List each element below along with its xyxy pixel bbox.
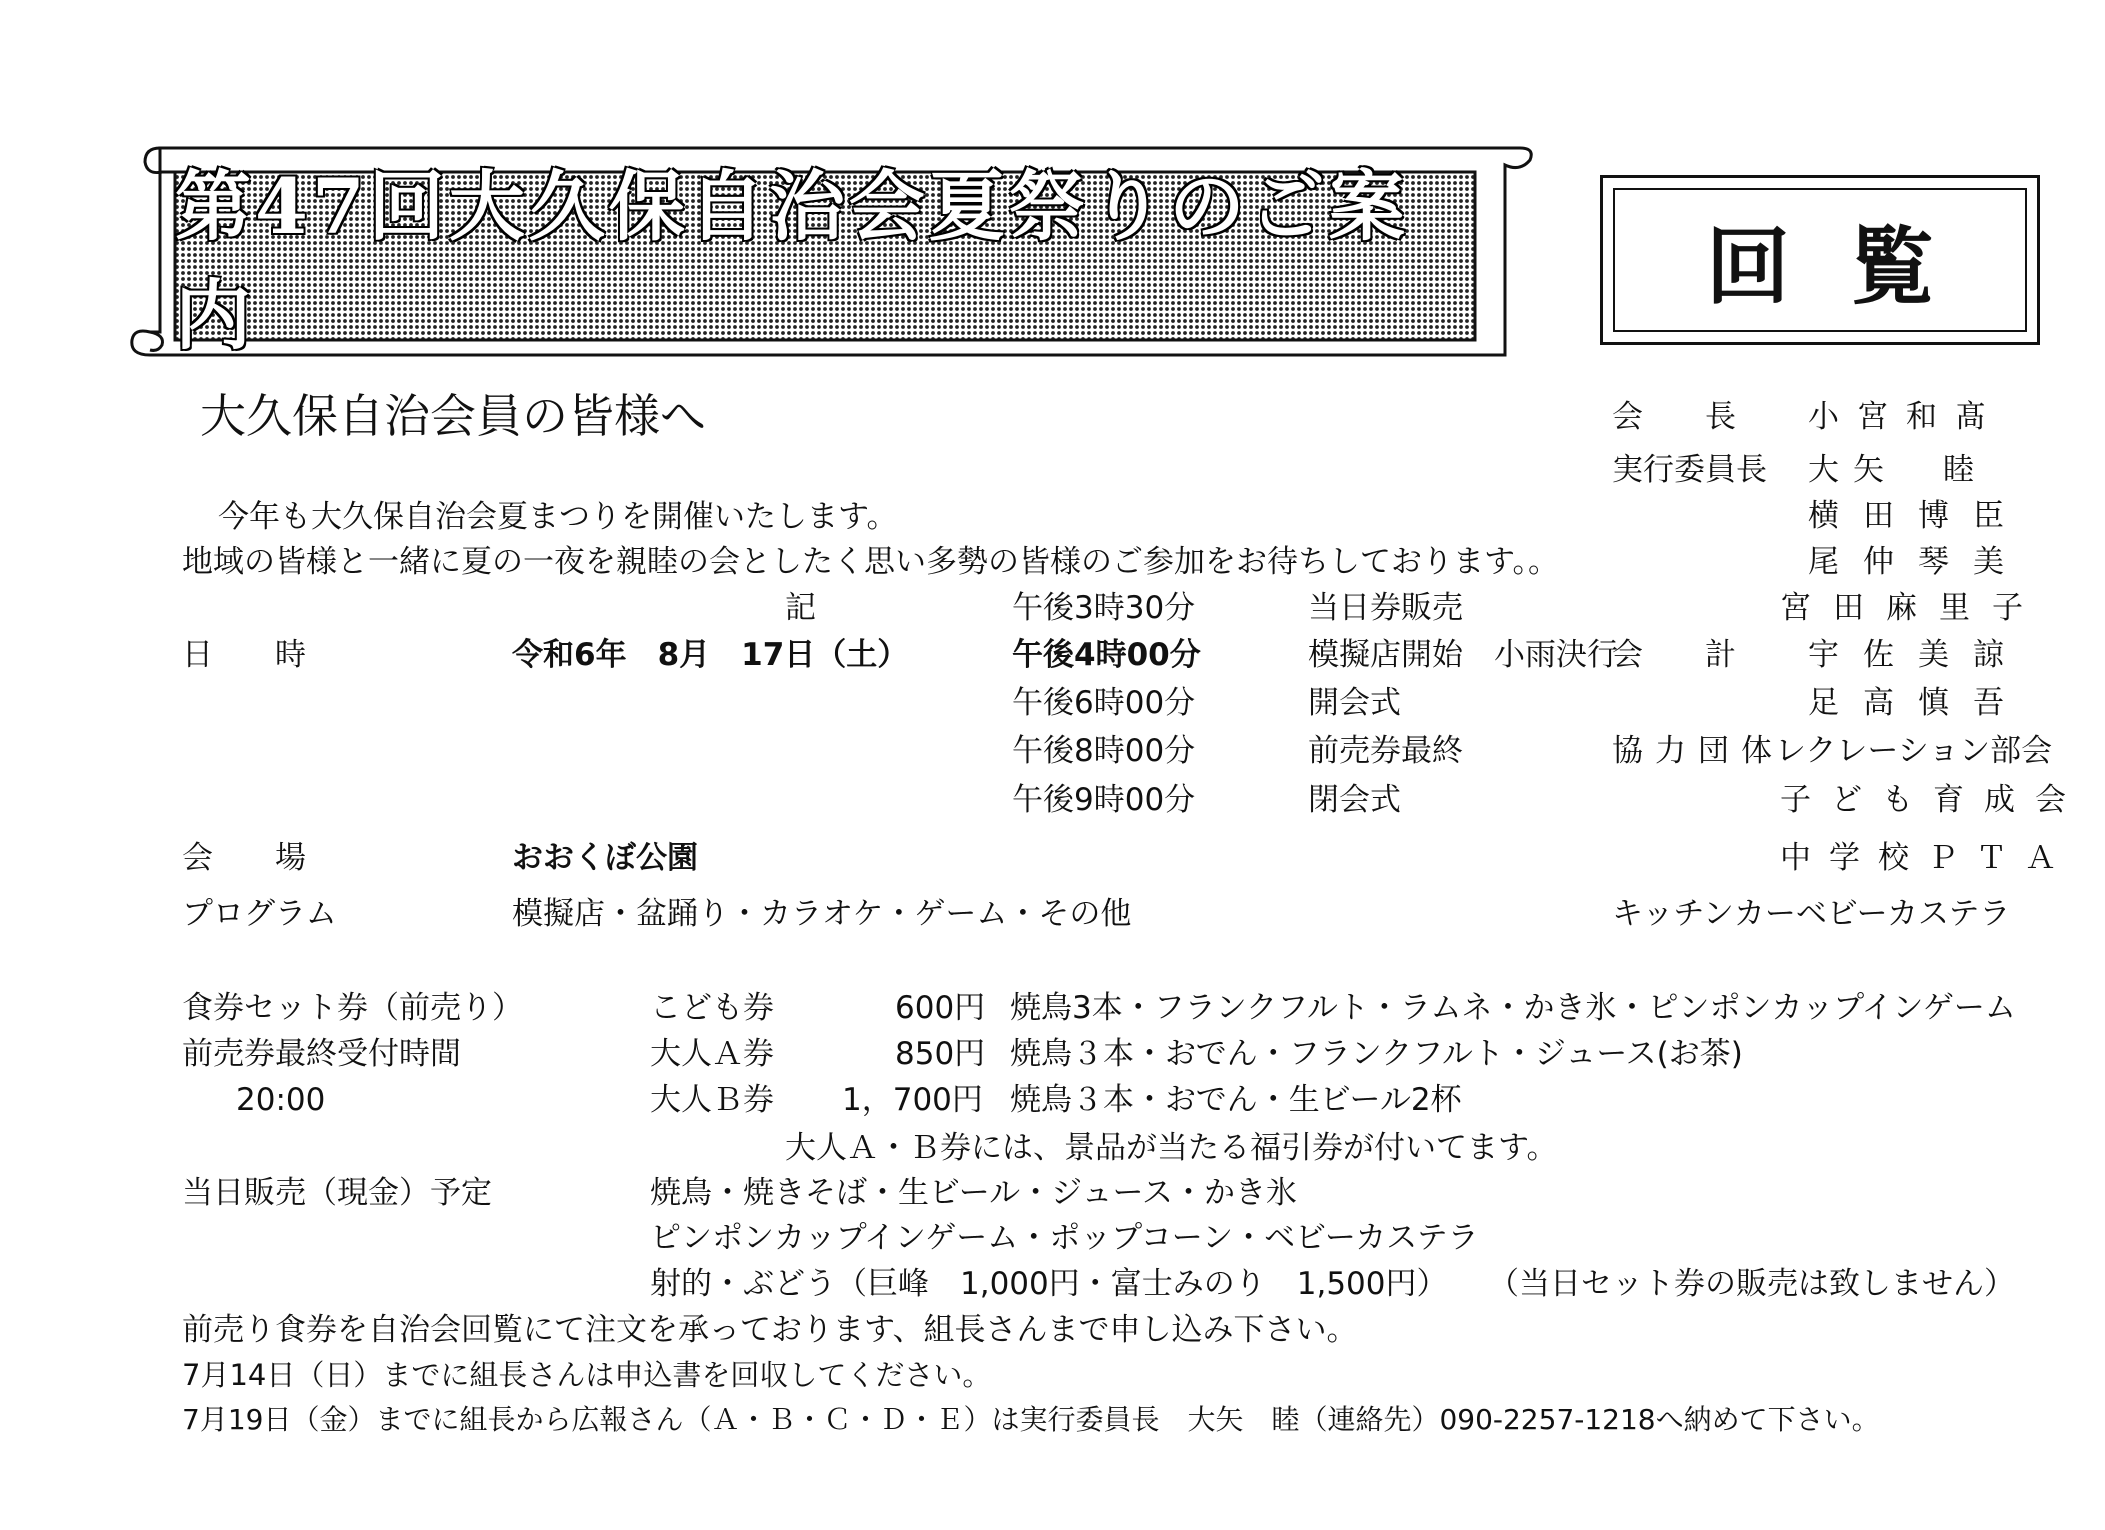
president-name: 小宮和髙 bbox=[1808, 399, 2004, 435]
treasurer-label: 会 計 bbox=[1612, 637, 1736, 673]
venue-label: 会 場 bbox=[182, 840, 306, 876]
circular-stamp-box bbox=[1600, 175, 2040, 345]
schedule-event: 閉会式 bbox=[1308, 782, 1401, 818]
sameday-line-3: 射的・ぶどう（巨峰 1,000円・富士みのり 1,500円） bbox=[650, 1266, 1448, 1302]
committee-member: 横田博臣 bbox=[1808, 498, 2028, 534]
circular-label: 回覧 bbox=[1705, 217, 1994, 316]
sameday-note: （当日セット券の販売は致しません） bbox=[1488, 1266, 2015, 1302]
committee-member: 大矢 睦 bbox=[1808, 452, 1988, 488]
set-ticket-label: 食券セット券（前売り） bbox=[182, 990, 523, 1026]
cooperating-group: キッチンカーベビーカステラ bbox=[1612, 896, 2011, 932]
cooperating-group: 中学校ＰＴＡ bbox=[1780, 840, 2074, 876]
cooperating-group: 子ども育成会 bbox=[1780, 782, 2086, 818]
treasurer-name: 足高慎吾 bbox=[1808, 685, 2028, 721]
date-label: 日 時 bbox=[182, 637, 306, 673]
program-value: 模擬店・盆踊り・カラオケ・ゲーム・その他 bbox=[512, 896, 1132, 932]
committee-chair-label: 実行委員長 bbox=[1612, 452, 1767, 488]
date-value: 令和6年 8月 17日（土） bbox=[512, 637, 909, 673]
schedule-time: 午後3時30分 bbox=[1012, 590, 1196, 626]
schedule-time: 午後6時00分 bbox=[1012, 685, 1196, 721]
event-title: 第47回大久保自治会夏祭りのご案内 bbox=[175, 162, 1409, 360]
schedule-event: 模擬店開始 小雨決行 bbox=[1308, 637, 1618, 673]
ticket-price: 600円 bbox=[895, 990, 986, 1026]
greeting-heading: 大久保自治会員の皆様へ bbox=[200, 389, 706, 443]
ticket-items: 焼鳥3本・フランクフルト・ラムネ・かき氷・ピンポンカップインゲーム bbox=[1010, 990, 2016, 1026]
sameday-label: 当日販売（現金）予定 bbox=[182, 1175, 492, 1211]
venue-value: おおくぼ公園 bbox=[512, 840, 698, 876]
footer-line-2: 7月14日（日）までに組長さんは申込書を回収してください。 bbox=[182, 1358, 992, 1392]
committee-member: 尾仲琴美 bbox=[1808, 544, 2028, 580]
schedule-event: 開会式 bbox=[1308, 685, 1401, 721]
ticket-name: 大人Ａ券 bbox=[650, 1036, 774, 1072]
ticket-price: 1，700円 bbox=[842, 1082, 983, 1118]
deadline-time: 20:00 bbox=[236, 1082, 326, 1118]
schedule-event: 当日券販売 bbox=[1308, 590, 1463, 626]
treasurer-name: 宇佐美諒 bbox=[1808, 637, 2028, 673]
schedule-time: 午後9時00分 bbox=[1012, 782, 1196, 818]
schedule-time: 午後4時00分 bbox=[1012, 637, 1201, 673]
ki-marker: 記 bbox=[785, 590, 816, 626]
ticket-name: こども券 bbox=[650, 990, 774, 1026]
ticket-items: 焼鳥３本・おでん・フランクフルト・ジュース(お茶) bbox=[1010, 1036, 1743, 1072]
intro-line-2: 地域の皆様と一緒に夏の一夜を親睦の会としたく思い多勢の皆様のご参加をお待ちしております。。 bbox=[182, 544, 1560, 580]
footer-line-1: 前売り食券を自治会回覧にて注文を承っております、組長さんまで申し込み下さい。 bbox=[182, 1312, 1358, 1348]
program-label: プログラム bbox=[182, 896, 337, 932]
committee-member: 宮田麻里子 bbox=[1780, 590, 2045, 626]
ticket-price: 850円 bbox=[895, 1036, 986, 1072]
sameday-line-1: 焼鳥・焼きそば・生ビール・ジュース・かき氷 bbox=[650, 1175, 1297, 1211]
cooperating-group: レクレーション部会 bbox=[1775, 733, 2053, 769]
footer-line-3: 7月19日（金）までに組長から広報さん（Ａ・Ｂ・Ｃ・Ｄ・Ｅ）は実行委員長 大矢 睦（連絡先）090-2257-1218へ納めて下さい。 bbox=[182, 1403, 1880, 1436]
cooperating-label: 協力団体 bbox=[1612, 733, 1784, 769]
sameday-line-2: ピンポンカップインゲーム・ポップコーン・ベビーカステラ bbox=[650, 1220, 1479, 1256]
ticket-note: 大人Ａ・Ｂ券には、景品が当たる福引券が付いてます。 bbox=[785, 1130, 1558, 1166]
ticket-items: 焼鳥３本・おでん・生ビール2杯 bbox=[1010, 1082, 1462, 1118]
intro-line-1: 今年も大久保自治会夏まつりを開催いたします。 bbox=[218, 499, 898, 535]
schedule-time: 午後8時00分 bbox=[1012, 733, 1196, 769]
deadline-label: 前売券最終受付時間 bbox=[182, 1036, 461, 1072]
president-label: 会 長 bbox=[1612, 399, 1736, 435]
ticket-name: 大人Ｂ券 bbox=[650, 1082, 774, 1118]
schedule-event: 前売券最終 bbox=[1308, 733, 1463, 769]
